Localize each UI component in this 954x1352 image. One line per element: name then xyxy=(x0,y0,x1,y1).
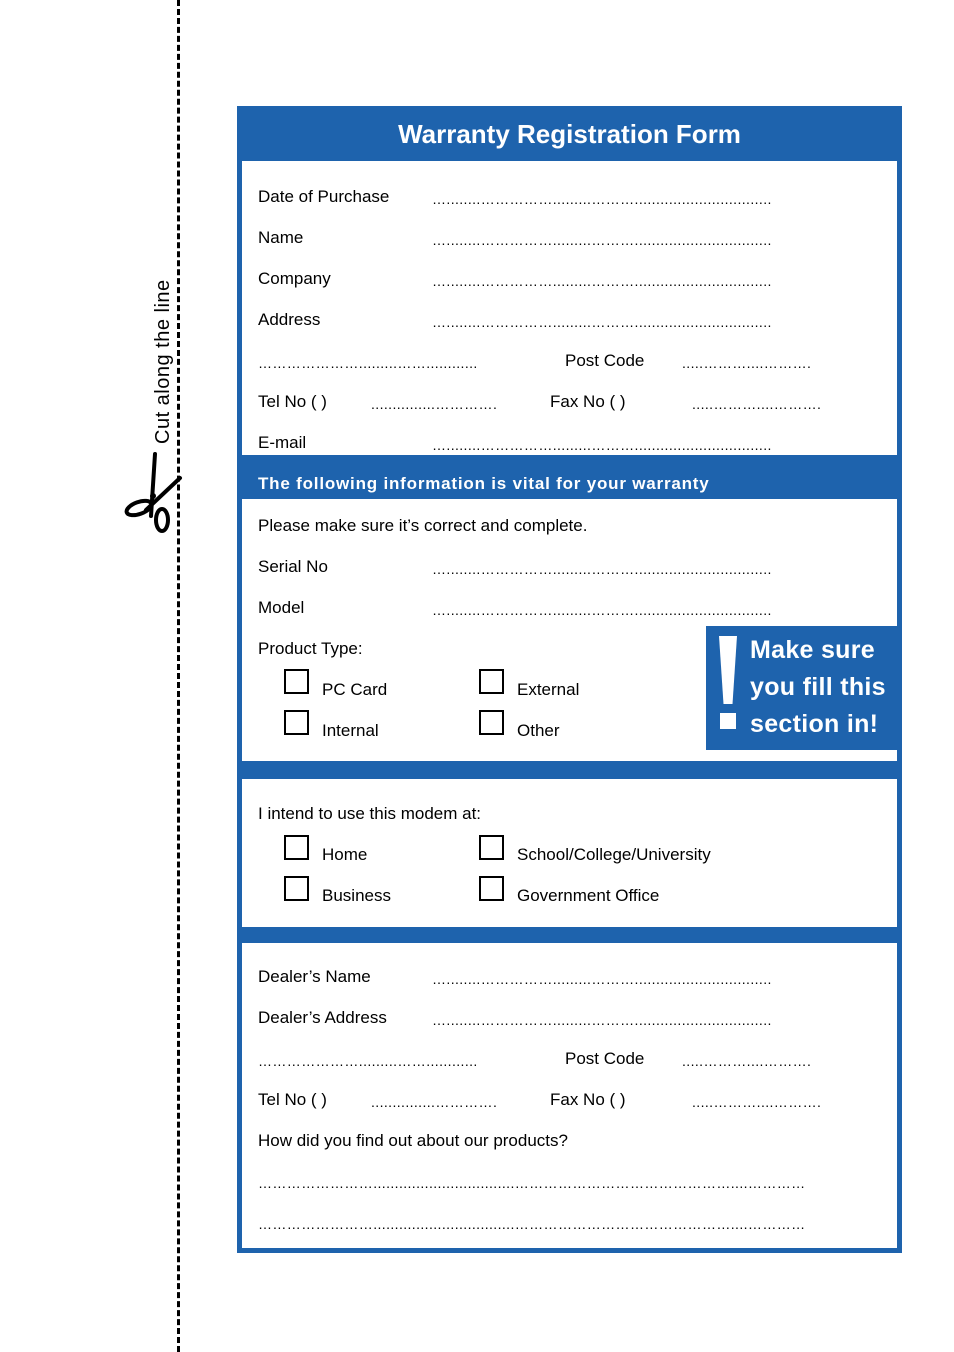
dealer-address-field[interactable]: …........…………….........………................................ xyxy=(432,1012,772,1028)
date-of-purchase-field[interactable]: …........…………….........………................................ xyxy=(432,191,772,207)
fax-field[interactable]: .....………....………. xyxy=(692,396,822,412)
customer-details-panel xyxy=(242,161,897,455)
home-checkbox[interactable] xyxy=(284,835,309,860)
how-found-answer-line-2[interactable]: …………………….................................………………………………………....………… xyxy=(258,1216,806,1232)
dealer-post-code-field[interactable]: .....………....………. xyxy=(682,1053,812,1069)
serial-no-field[interactable]: …........…………….........………................................ xyxy=(432,561,772,577)
tel-field[interactable]: ...............…………. xyxy=(371,396,498,412)
dealer-address-line-2-field[interactable]: ………………….........……............ xyxy=(258,1053,478,1069)
email-label: E-mail xyxy=(258,433,307,452)
internal-option-label: Internal xyxy=(322,721,379,740)
dealer-tel-field[interactable]: ...............…………. xyxy=(371,1094,498,1110)
post-code-label: Post Code xyxy=(565,351,645,370)
product-type-label: Product Type: xyxy=(258,639,363,658)
form-title: Warranty Registration Form xyxy=(398,119,741,149)
internal-checkbox[interactable] xyxy=(284,710,309,735)
government-option-label: Government Office xyxy=(517,886,660,905)
name-field[interactable]: …........…………….........………................................ xyxy=(432,232,772,248)
dealer-name-field[interactable]: …........…………….........………................................ xyxy=(432,971,772,987)
serial-no-label: Serial No xyxy=(258,557,328,576)
callout-line-3: section in! xyxy=(750,710,879,738)
company-label: Company xyxy=(258,269,331,288)
how-found-answer-line-1[interactable]: …………………….................................………………………………………....………… xyxy=(258,1175,806,1191)
dealer-name-label: Dealer’s Name xyxy=(258,967,371,986)
callout-text xyxy=(750,632,886,743)
fill-in-callout xyxy=(706,626,902,750)
cut-line xyxy=(177,0,180,1352)
school-option-label: School/College/University xyxy=(517,845,711,864)
callout-line-1: Make sure xyxy=(750,636,875,664)
email-field[interactable]: …........…………….........………................................ xyxy=(432,437,772,453)
pc-card-checkbox[interactable] xyxy=(284,669,309,694)
company-field[interactable]: …........…………….........………................................ xyxy=(432,273,772,289)
dealer-panel xyxy=(242,943,897,1248)
other-checkbox[interactable] xyxy=(479,710,504,735)
exclamation-dot xyxy=(720,713,736,729)
usage-question: I intend to use this modem at: xyxy=(258,804,482,823)
post-code-field[interactable]: .....………....………. xyxy=(682,355,812,371)
government-checkbox[interactable] xyxy=(479,876,504,901)
date-of-purchase-label: Date of Purchase xyxy=(258,187,390,206)
model-field[interactable]: …........…………….........………................................ xyxy=(432,602,772,618)
business-option-label: Business xyxy=(322,886,391,905)
dealer-post-code-label: Post Code xyxy=(565,1049,645,1068)
other-option-label: Other xyxy=(517,721,560,740)
dealer-fax-field[interactable]: .....………....………. xyxy=(692,1094,822,1110)
dealer-fax-label: Fax No ( ) xyxy=(550,1090,626,1109)
external-option-label: External xyxy=(517,680,580,699)
exclamation-icon xyxy=(719,636,737,704)
external-checkbox[interactable] xyxy=(479,669,504,694)
vital-info-heading: The following information is vital for your warranty xyxy=(258,474,710,493)
home-option-label: Home xyxy=(322,845,368,864)
business-checkbox[interactable] xyxy=(284,876,309,901)
tel-label: Tel No ( ) xyxy=(258,392,327,411)
pc-card-option-label: PC Card xyxy=(322,680,388,699)
name-label: Name xyxy=(258,228,304,247)
address-field[interactable]: …........…………….........………................................ xyxy=(432,314,772,330)
how-found-question: How did you find out about our products? xyxy=(258,1131,568,1150)
scissors-icon xyxy=(120,450,184,534)
cut-along-line-label: Cut along the line xyxy=(152,279,174,444)
address-line-2-field[interactable]: ………………….........……............ xyxy=(258,355,478,371)
usage-panel xyxy=(242,779,897,927)
dealer-address-label: Dealer’s Address xyxy=(258,1008,387,1027)
warranty-form xyxy=(237,106,902,1253)
school-checkbox[interactable] xyxy=(479,835,504,860)
dealer-tel-label: Tel No ( ) xyxy=(258,1090,327,1109)
fax-label: Fax No ( ) xyxy=(550,392,626,411)
model-label: Model xyxy=(258,598,305,617)
address-label: Address xyxy=(258,310,321,329)
callout-line-2: you fill this xyxy=(750,673,886,701)
product-instruction: Please make sure it’s correct and complete. xyxy=(258,516,588,535)
